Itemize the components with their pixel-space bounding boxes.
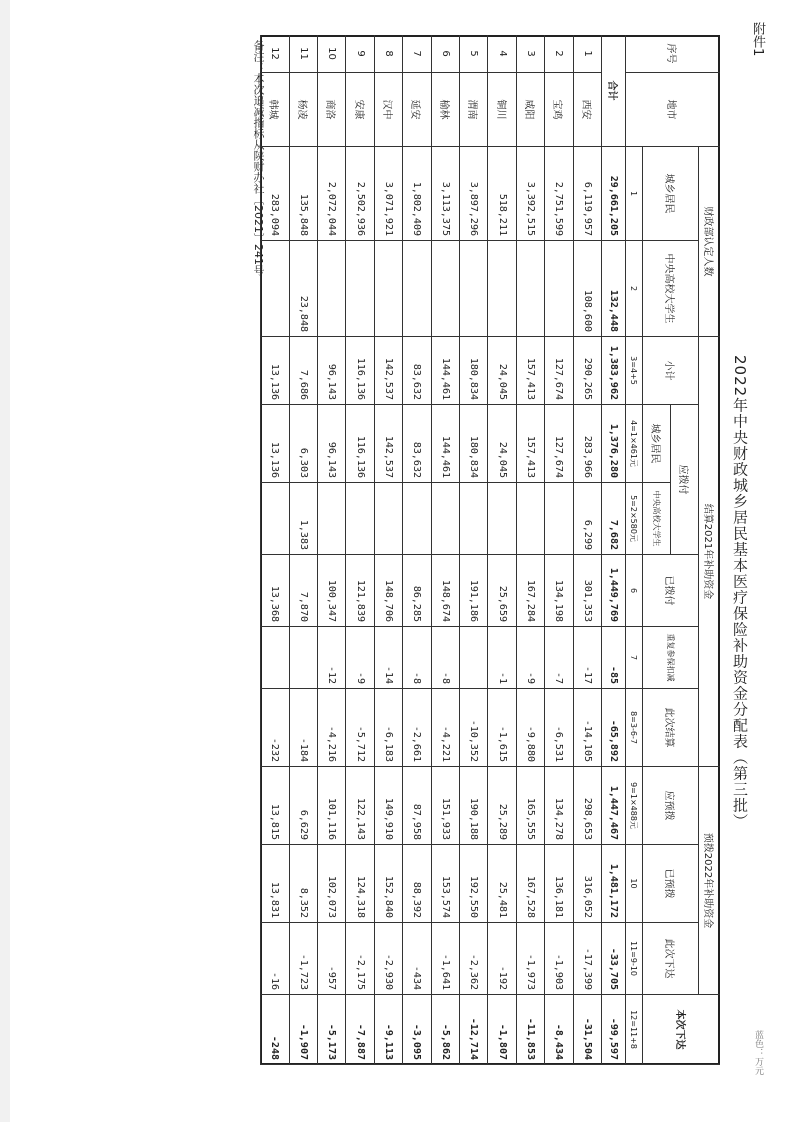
row-value: 127,674 <box>544 405 572 483</box>
row-value: 3,897,296 <box>459 147 487 241</box>
row-city: 渭南 <box>459 73 487 147</box>
row-value <box>431 483 459 555</box>
row-value: -1,641 <box>431 923 459 995</box>
row-value: 3,113,375 <box>431 147 459 241</box>
formula-cell: 11=9-10 <box>625 923 642 995</box>
row-value: -9,880 <box>516 689 544 767</box>
row-value: 3,392,515 <box>516 147 544 241</box>
row-value <box>516 483 544 555</box>
row-value: 87,958 <box>402 767 430 845</box>
row-value: 301,353 <box>573 555 601 627</box>
row-value: 167,284 <box>516 555 544 627</box>
formula-cell: 9=1×488元 <box>625 767 642 845</box>
row-seq: 9 <box>345 35 373 73</box>
row-value: 25,289 <box>487 767 515 845</box>
row-value: 13,831 <box>260 845 288 923</box>
row-value <box>260 483 288 555</box>
formula-cell: 2 <box>625 241 642 337</box>
header-this-issue: 此次下达 <box>642 923 698 995</box>
row-value <box>516 241 544 337</box>
row-value: 86,285 <box>402 555 430 627</box>
row-value: -1 <box>487 627 515 689</box>
formula-cell: 10 <box>625 845 642 923</box>
row-value: 290,265 <box>573 337 601 405</box>
row-value: 1,802,409 <box>402 147 430 241</box>
header-total-issue: 本次下达 <box>642 995 720 1065</box>
attachment-label: 附件1 <box>750 22 765 57</box>
row-value: 6,119,957 <box>573 147 601 241</box>
row-seq: 8 <box>374 35 402 73</box>
total-label: 合计 <box>601 35 625 147</box>
scan-edge <box>0 0 10 1122</box>
row-value: 144,461 <box>431 405 459 483</box>
row-value: 127,674 <box>544 337 572 405</box>
formula-cell: 1 <box>625 147 642 241</box>
row-value: -5,173 <box>317 995 345 1065</box>
row-city: 榆林 <box>431 73 459 147</box>
header-payable: 应拨付 <box>670 405 698 555</box>
row-value: -5,712 <box>345 689 373 767</box>
formula-cell: 5=2×580元 <box>625 483 642 555</box>
row-value: 149,910 <box>374 767 402 845</box>
row-value: 25,481 <box>487 845 515 923</box>
row-value: 153,574 <box>431 845 459 923</box>
row-value: -1,907 <box>289 995 317 1065</box>
row-value: 1,383 <box>289 483 317 555</box>
row-value: 298,653 <box>573 767 601 845</box>
row-value: -957 <box>317 923 345 995</box>
document-title: 2022年中央财政城乡居民基本医疗保险补助资金分配表（第三批） <box>731 355 749 830</box>
total-value: 132,448 <box>601 241 625 337</box>
row-seq: 12 <box>260 35 288 73</box>
header-payable-college: 中央高校大学生 <box>642 483 670 555</box>
row-value: -9 <box>345 627 373 689</box>
row-city: 铜川 <box>487 73 515 147</box>
row-seq: 5 <box>459 35 487 73</box>
total-value: -85 <box>601 627 625 689</box>
row-value: -12 <box>317 627 345 689</box>
row-value: 88,392 <box>402 845 430 923</box>
total-value: 29,661,205 <box>601 147 625 241</box>
formula-cell: 8=3-6-7 <box>625 689 642 767</box>
row-value <box>459 627 487 689</box>
row-value: 25,659 <box>487 555 515 627</box>
row-value: 23,848 <box>289 241 317 337</box>
row-value: 148,674 <box>431 555 459 627</box>
row-value: 122,143 <box>345 767 373 845</box>
row-value <box>317 483 345 555</box>
row-value: -9 <box>516 627 544 689</box>
row-value: 83,632 <box>402 337 430 405</box>
row-value: -232 <box>260 689 288 767</box>
header-subtotal: 小计 <box>642 337 698 405</box>
row-value: 13,136 <box>260 337 288 405</box>
row-value: 13,368 <box>260 555 288 627</box>
row-value: 192,550 <box>459 845 487 923</box>
row-value: -1,615 <box>487 689 515 767</box>
row-seq: 2 <box>544 35 572 73</box>
row-value <box>289 627 317 689</box>
formula-cell: 6 <box>625 555 642 627</box>
row-value: 283,094 <box>260 147 288 241</box>
row-city: 安康 <box>345 73 373 147</box>
row-value: 3,071,921 <box>374 147 402 241</box>
allocation-table <box>260 35 720 1065</box>
total-value: -99,597 <box>601 995 625 1065</box>
row-value: -14 <box>374 627 402 689</box>
row-value: 144,461 <box>431 337 459 405</box>
row-value: 518,211 <box>487 147 515 241</box>
row-value: -2,930 <box>374 923 402 995</box>
total-value: 1,481,172 <box>601 845 625 923</box>
row-value: 121,839 <box>345 555 373 627</box>
row-value: -12,714 <box>459 995 487 1065</box>
row-value: 180,834 <box>459 337 487 405</box>
row-value: 135,848 <box>289 147 317 241</box>
row-value: -434 <box>402 923 430 995</box>
row-value: -1,973 <box>516 923 544 995</box>
total-value: 1,447,467 <box>601 767 625 845</box>
row-value: -9,113 <box>374 995 402 1065</box>
row-value: -1,807 <box>487 995 515 1065</box>
header-pre-2022: 预拨2022年补助资金 <box>698 767 720 995</box>
row-value: 283,966 <box>573 405 601 483</box>
row-seq: 10 <box>317 35 345 73</box>
row-value <box>544 483 572 555</box>
row-value: 148,706 <box>374 555 402 627</box>
row-value: 165,555 <box>516 767 544 845</box>
row-value: -3,095 <box>402 995 430 1065</box>
row-value: 152,840 <box>374 845 402 923</box>
header-urban-rural: 城乡居民 <box>642 147 698 241</box>
formula-cell: 4=1×461元 <box>625 405 642 483</box>
formula-cell: 3=4+5 <box>625 337 642 405</box>
row-value <box>374 483 402 555</box>
row-value: 13,815 <box>260 767 288 845</box>
row-value: 100,347 <box>317 555 345 627</box>
header-this-settlement: 此次结算 <box>642 689 698 767</box>
row-value <box>374 241 402 337</box>
row-value: 157,413 <box>516 405 544 483</box>
row-value: -8 <box>431 627 459 689</box>
row-value: 8,352 <box>289 845 317 923</box>
row-value: -192 <box>487 923 515 995</box>
row-value: -2,362 <box>459 923 487 995</box>
allocation-table-wrapper <box>260 35 720 1065</box>
row-value: -1,723 <box>289 923 317 995</box>
row-value: 151,933 <box>431 767 459 845</box>
total-value: 7,682 <box>601 483 625 555</box>
row-value: -16 <box>260 923 288 995</box>
row-value: -7,887 <box>345 995 373 1065</box>
header-settle-2021: 结算2021年补助资金 <box>698 337 720 767</box>
row-value: -8 <box>402 627 430 689</box>
row-city: 汉中 <box>374 73 402 147</box>
row-value: 142,537 <box>374 337 402 405</box>
header-recognized-count: 财政部认定人数 <box>698 147 720 337</box>
row-value: 83,632 <box>402 405 430 483</box>
row-value <box>317 241 345 337</box>
row-seq: 6 <box>431 35 459 73</box>
row-value: 6,629 <box>289 767 317 845</box>
row-value: 316,052 <box>573 845 601 923</box>
row-city: 商洛 <box>317 73 345 147</box>
row-value: 24,045 <box>487 337 515 405</box>
row-value: -4,216 <box>317 689 345 767</box>
row-value: 142,537 <box>374 405 402 483</box>
row-value: 6,303 <box>289 405 317 483</box>
row-value <box>487 483 515 555</box>
row-value <box>260 241 288 337</box>
header-seq: 序号 <box>625 35 720 73</box>
row-value: 157,413 <box>516 337 544 405</box>
row-value <box>459 483 487 555</box>
row-value <box>487 241 515 337</box>
row-value: 96,143 <box>317 337 345 405</box>
row-value: 134,198 <box>544 555 572 627</box>
row-value: 191,186 <box>459 555 487 627</box>
row-value <box>402 483 430 555</box>
total-value: -65,892 <box>601 689 625 767</box>
row-seq: 7 <box>402 35 430 73</box>
row-value: 2,502,936 <box>345 147 373 241</box>
row-value: 180,834 <box>459 405 487 483</box>
row-value: -31,504 <box>573 995 601 1065</box>
row-value: 2,072,044 <box>317 147 345 241</box>
row-value: -6,531 <box>544 689 572 767</box>
row-value: -17,399 <box>573 923 601 995</box>
row-value <box>345 241 373 337</box>
row-value: 6,299 <box>573 483 601 555</box>
row-value <box>260 627 288 689</box>
row-seq: 4 <box>487 35 515 73</box>
row-value: 190,188 <box>459 767 487 845</box>
row-value: 2,751,599 <box>544 147 572 241</box>
total-value: 1,376,280 <box>601 405 625 483</box>
row-value: -10,352 <box>459 689 487 767</box>
row-value: -11,853 <box>516 995 544 1065</box>
row-value: 101,116 <box>317 767 345 845</box>
formula-cell: 7 <box>625 627 642 689</box>
row-value: -248 <box>260 995 288 1065</box>
formula-cell: 12=11+8 <box>625 995 642 1065</box>
header-already-pre-allocated: 已预拨 <box>642 845 698 923</box>
row-value: 134,278 <box>544 767 572 845</box>
row-value: 24,045 <box>487 405 515 483</box>
row-value: 108,600 <box>573 241 601 337</box>
row-value: 124,318 <box>345 845 373 923</box>
row-city: 杨凌 <box>289 73 317 147</box>
row-value: -1,903 <box>544 923 572 995</box>
row-value <box>345 483 373 555</box>
total-value: 1,449,769 <box>601 555 625 627</box>
row-value <box>544 241 572 337</box>
row-value: -8,434 <box>544 995 572 1065</box>
row-value: -17 <box>573 627 601 689</box>
header-duplicate-deduction: 重复参保扣减 <box>642 627 698 689</box>
row-value: 136,181 <box>544 845 572 923</box>
row-value: 96,143 <box>317 405 345 483</box>
row-value <box>402 241 430 337</box>
row-value: -14,105 <box>573 689 601 767</box>
total-value: -33,705 <box>601 923 625 995</box>
row-city: 延安 <box>402 73 430 147</box>
row-value: 13,136 <box>260 405 288 483</box>
header-should-pre-allocate: 应预拨 <box>642 767 698 845</box>
row-seq: 1 <box>573 35 601 73</box>
row-value: -7 <box>544 627 572 689</box>
row-value: 102,073 <box>317 845 345 923</box>
row-value <box>459 241 487 337</box>
row-seq: 11 <box>289 35 317 73</box>
footnote: 备注：本次追减指标从陕财办社〔2021〕241号 <box>252 40 265 276</box>
row-value: 7,870 <box>289 555 317 627</box>
stamp-text: 蓝色：万元 <box>753 1030 763 1075</box>
row-value <box>431 241 459 337</box>
row-value: -6,183 <box>374 689 402 767</box>
row-value: 116,136 <box>345 337 373 405</box>
row-city: 咸阳 <box>516 73 544 147</box>
row-value: -184 <box>289 689 317 767</box>
row-value: 167,528 <box>516 845 544 923</box>
row-value: 7,686 <box>289 337 317 405</box>
row-city: 韩城 <box>260 73 288 147</box>
row-value: -2,661 <box>402 689 430 767</box>
row-city: 宝鸡 <box>544 73 572 147</box>
row-city: 西安 <box>573 73 601 147</box>
row-value: -4,221 <box>431 689 459 767</box>
row-seq: 3 <box>516 35 544 73</box>
header-paid: 已拨付 <box>642 555 698 627</box>
row-value: -5,862 <box>431 995 459 1065</box>
row-value: -2,175 <box>345 923 373 995</box>
header-payable-urban-rural: 城乡居民 <box>642 405 670 483</box>
header-city: 地市 <box>625 73 720 147</box>
row-value: 116,136 <box>345 405 373 483</box>
header-college-students: 中央高校大学生 <box>642 241 698 337</box>
total-value: 1,383,962 <box>601 337 625 405</box>
